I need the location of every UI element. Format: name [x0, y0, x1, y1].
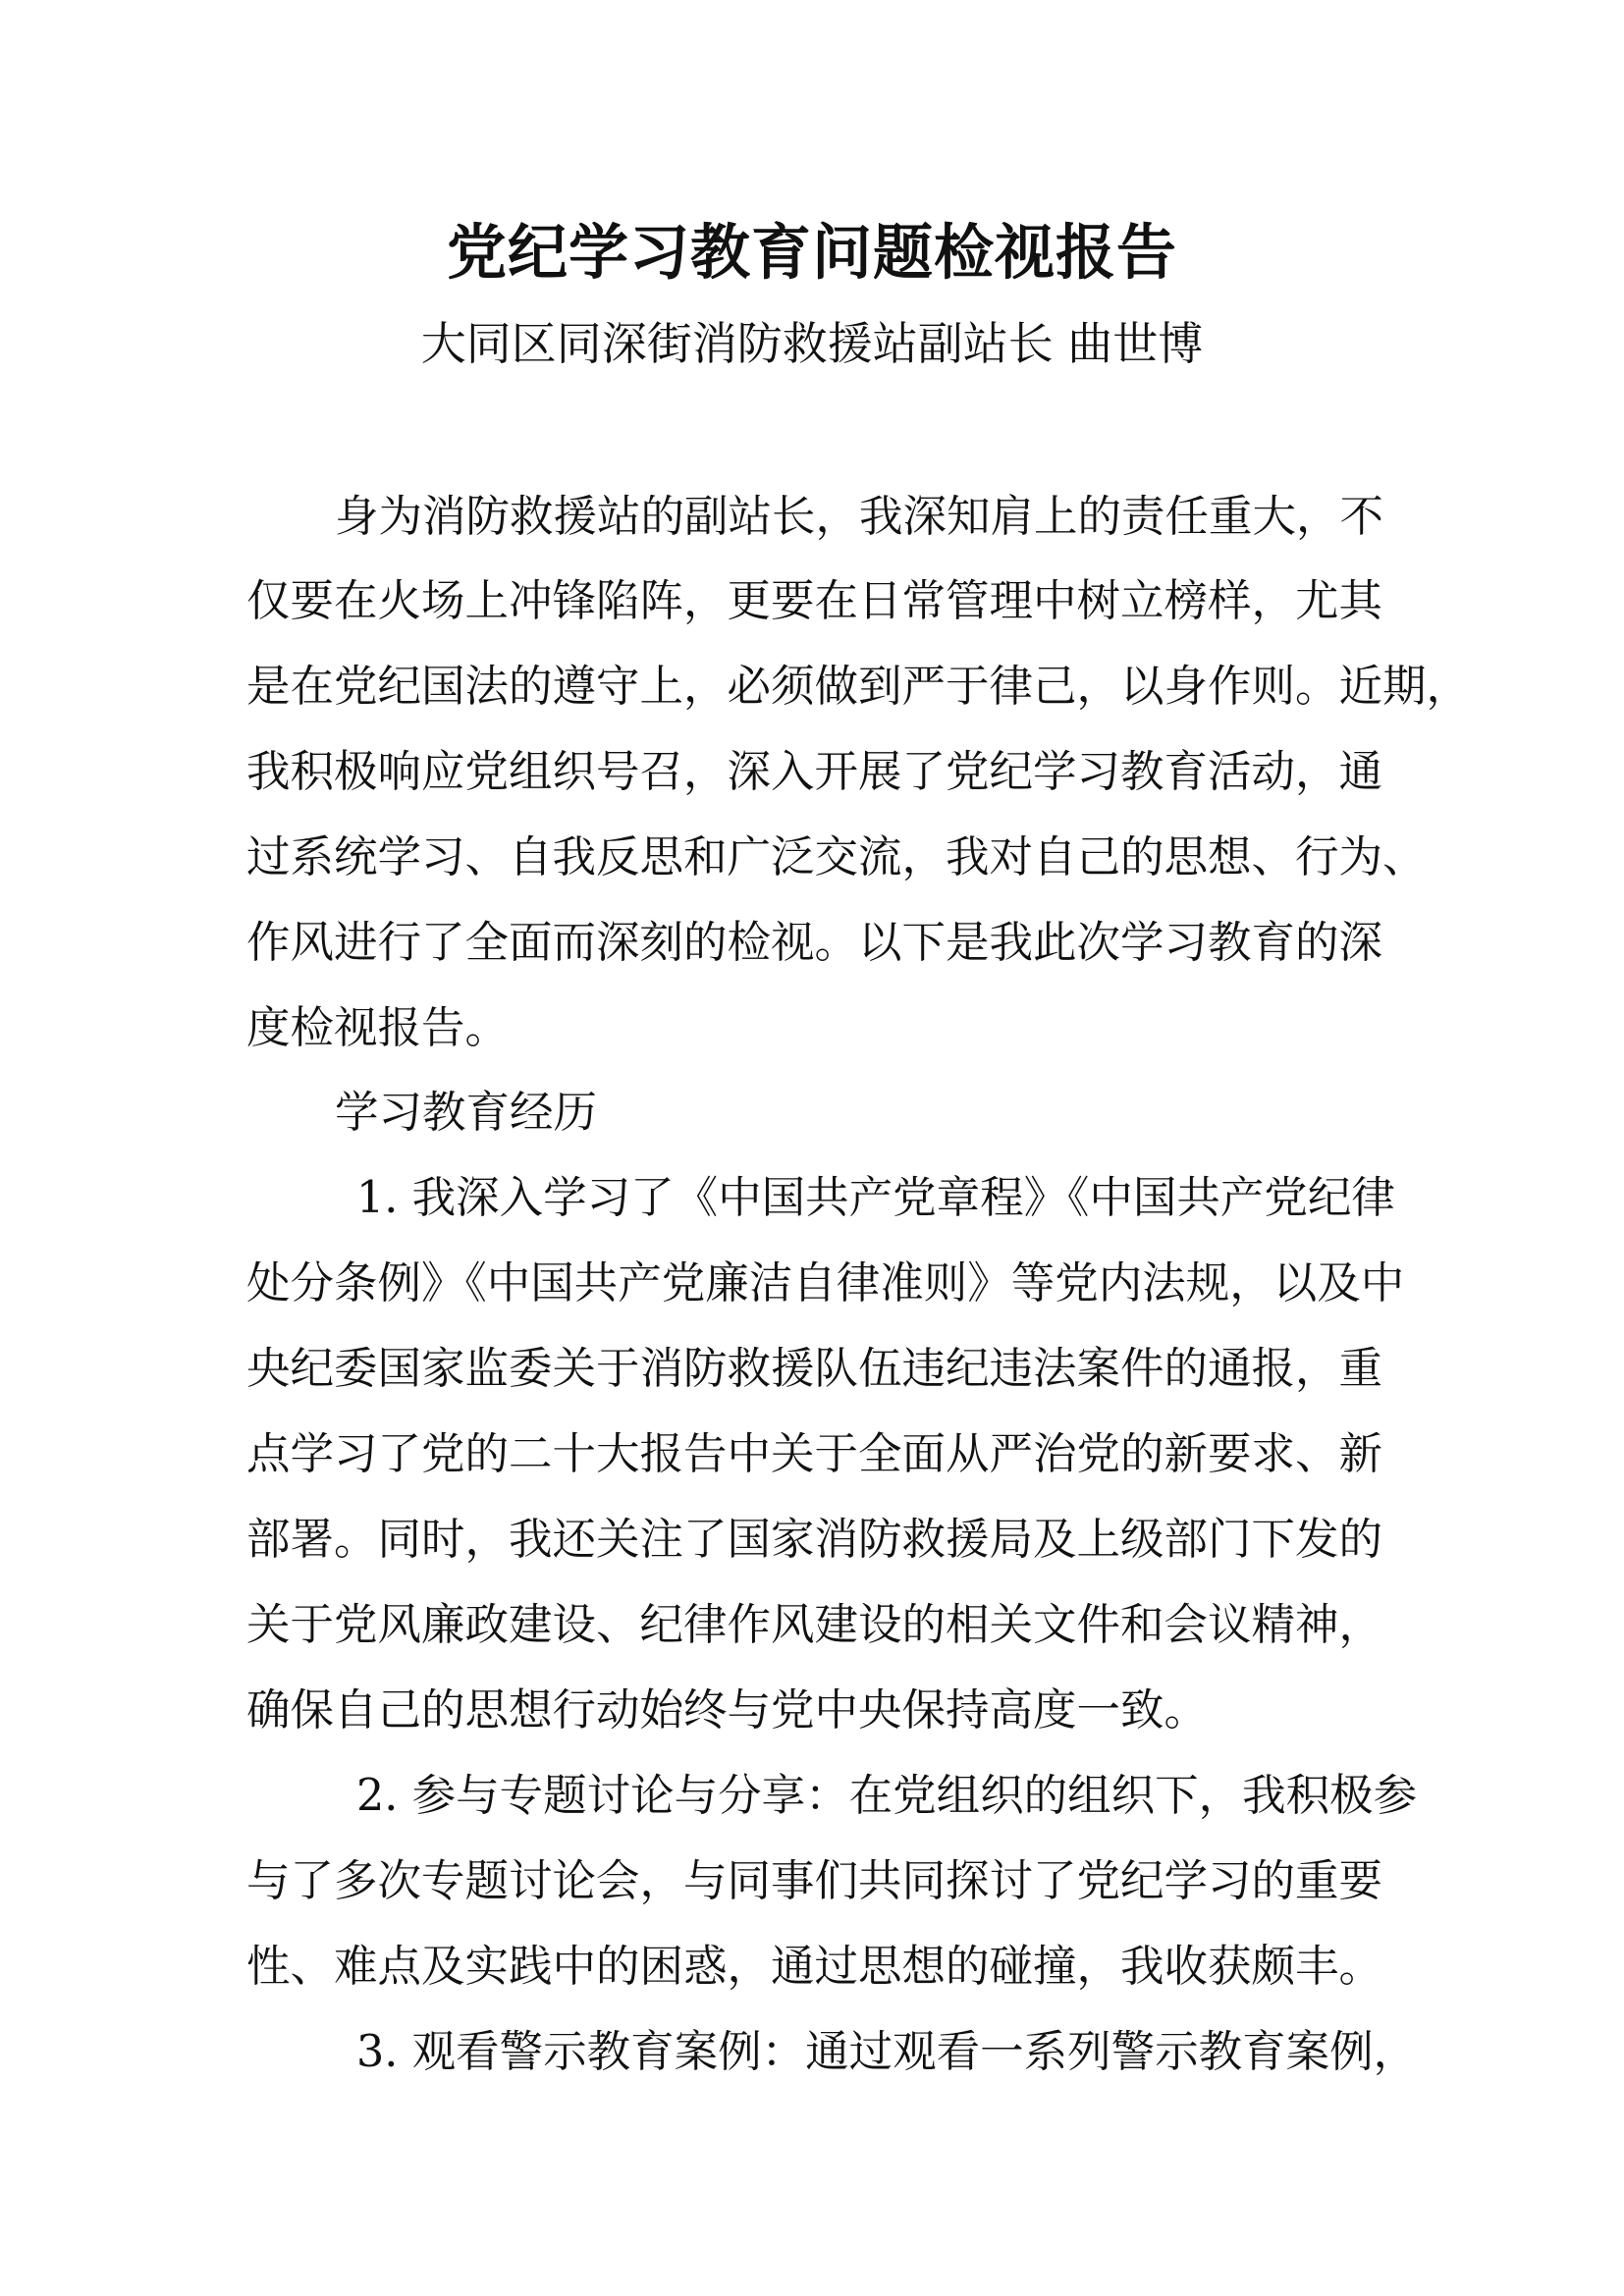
list-item-number: 3. — [356, 2027, 399, 2077]
section-heading: 学习教育经历 — [335, 1088, 598, 1138]
paragraph-line: 作风进行了全面而深刻的检视。以下是我此次学习教育的深 — [246, 918, 1383, 968]
document-title: 党纪学习教育问题检视报告 — [446, 218, 1177, 288]
paragraph-line: 身为消防救援站的副站长，我深知肩上的责任重大，不 — [335, 492, 1384, 542]
paragraph-line: 点学习了党的二十大报告中关于全面从严治党的新要求、新 — [246, 1429, 1383, 1479]
list-item-first-line — [356, 1767, 1417, 1826]
list-item-first-line — [356, 1169, 1395, 1228]
paragraph-line: 过系统学习、自我反思和广泛交流，我对自己的思想、行为、 — [246, 832, 1427, 882]
list-item-text: 我深入学习了《中国共产党章程》《中国共产党纪律 — [411, 1173, 1395, 1223]
paragraph-line: 与了多次专题讨论会，与同事们共同探讨了党纪学习的重要 — [246, 1856, 1383, 1906]
paragraph-line: 仅要在火场上冲锋陷阵，更要在日常管理中树立榜样，尤其 — [246, 576, 1383, 626]
list-item-number: 2. — [356, 1771, 399, 1821]
paragraph-line: 性、难点及实践中的困惑，通过思想的碰撞，我收获颇丰。 — [246, 1942, 1383, 1992]
paragraph-line: 我积极响应党组织号召，深入开展了党纪学习教育活动，通 — [246, 747, 1383, 797]
list-item-number: 1. — [356, 1173, 399, 1223]
paragraph-line: 央纪委国家监委关于消防救援队伍违纪违法案件的通报，重 — [246, 1344, 1383, 1394]
list-item-first-line — [356, 2023, 1417, 2082]
paragraph-line: 处分条例》《中国共产党廉洁自律准则》等党内法规，以及中 — [246, 1258, 1405, 1308]
paragraph-line: 度检视报告。 — [246, 1003, 510, 1053]
paragraph-line: 是在党纪国法的遵守上，必须做到严于律己，以身作则。近期， — [246, 662, 1471, 712]
list-item-text: 观看警示教育案例：通过观看一系列警示教育案例， — [411, 2027, 1418, 2077]
author-line: 大同区同深街消防救援站副站长 曲世博 — [420, 317, 1204, 370]
paragraph-line: 关于党风廉政建设、纪律作风建设的相关文件和会议精神， — [246, 1600, 1383, 1650]
paragraph-line: 部署。同时，我还关注了国家消防救援局及上级部门下发的 — [246, 1515, 1383, 1565]
paragraph-line: 确保自己的思想行动始终与党中央保持高度一致。 — [246, 1685, 1209, 1735]
list-item-text: 参与专题讨论与分享：在党组织的组织下，我积极参 — [411, 1771, 1418, 1821]
